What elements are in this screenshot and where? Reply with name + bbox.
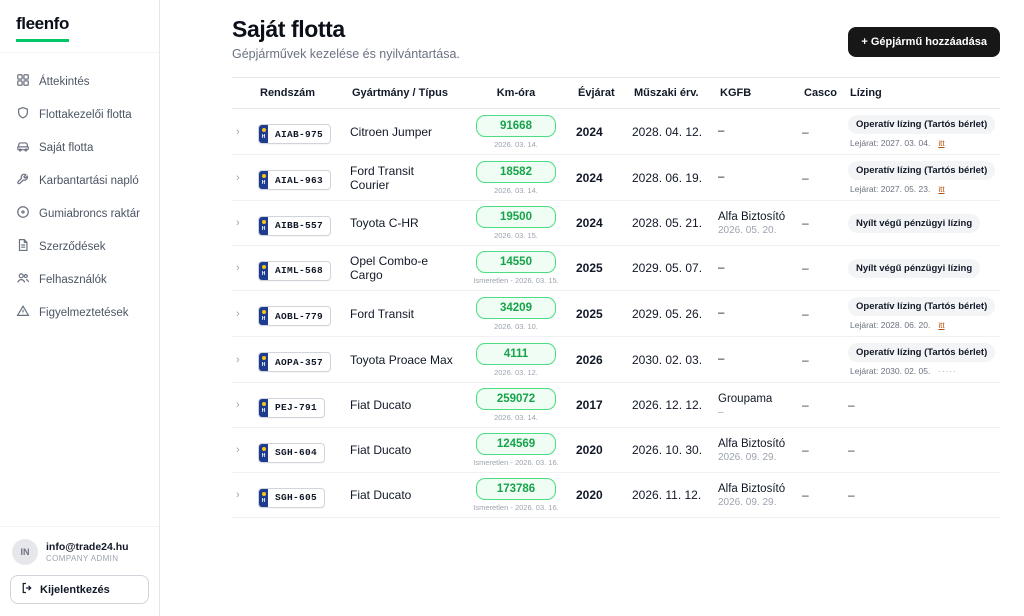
lizing-expiry: Lejárat: 2030. 02. 05. — [850, 366, 931, 376]
table-row[interactable] — [232, 246, 1000, 291]
col-kgfb: KGFB — [720, 87, 752, 99]
inspection-date: 2030. 02. 03. — [632, 352, 703, 367]
casco-value: – — [802, 443, 809, 457]
sidebar-item-label: Saját flotta — [39, 141, 94, 154]
lizing-cell — [848, 291, 1000, 336]
expand-chevron-icon[interactable]: › — [236, 217, 240, 229]
km-cell — [456, 201, 576, 245]
grid-icon — [16, 73, 30, 90]
plate-badge — [258, 306, 331, 326]
kgfb-cell — [718, 261, 802, 276]
km-date: 2026. 03. 14. — [494, 185, 538, 195]
kgfb-insurer: Groupama — [718, 393, 773, 406]
expand-chevron-icon[interactable]: › — [236, 307, 240, 320]
lizing-dash: – — [848, 443, 855, 457]
km-cell — [456, 338, 576, 382]
km-badge: 173786 — [476, 478, 556, 500]
user-email: info@trade24.hu — [46, 540, 129, 553]
kgfb-sub: 2026. 09. 29. — [718, 496, 777, 508]
km-badge: 34209 — [476, 297, 556, 319]
eu-plate-strip-icon: H — [259, 217, 268, 235]
lizing-subline — [848, 320, 945, 330]
plate-number: PEJ-791 — [275, 402, 318, 413]
eu-plate-strip-icon: H — [259, 171, 268, 189]
table-row[interactable] — [232, 291, 1000, 337]
kgfb-insurer: – — [718, 125, 725, 138]
page-header — [232, 16, 1000, 61]
kgfb-insurer: Alfa Biztosító — [718, 211, 786, 224]
kgfb-cell — [718, 352, 802, 367]
lizing-link[interactable]: itt — [938, 320, 945, 330]
wrench-icon — [16, 172, 30, 189]
lizing-link[interactable]: itt — [938, 184, 945, 194]
lizing-cell — [848, 253, 1000, 284]
km-badge: 4111 — [476, 343, 556, 365]
kgfb-cell — [718, 306, 802, 321]
km-badge: 124569 — [476, 433, 556, 455]
sidebar-nav — [0, 53, 159, 341]
km-date: 2026. 03. 12. — [494, 367, 538, 377]
eu-plate-strip-icon: H — [259, 307, 268, 325]
kgfb-cell — [718, 392, 802, 418]
sidebar-item-label: Szerződések — [39, 240, 106, 253]
plate-badge — [258, 488, 325, 508]
sidebar-item-label: Figyelmeztetések — [39, 306, 129, 319]
table-row[interactable] — [232, 109, 1000, 155]
table-row[interactable] — [232, 337, 1000, 383]
plate-badge — [258, 398, 325, 418]
km-cell — [456, 246, 576, 290]
expand-chevron-icon[interactable]: › — [236, 171, 240, 184]
casco-value: – — [802, 261, 809, 275]
app-logo: fleenfo — [16, 14, 69, 42]
lizing-info — [848, 253, 1000, 284]
col-lizing: Lízing — [850, 87, 882, 99]
casco-value: – — [802, 398, 809, 412]
vehicle-model: Opel Combo-e Cargo — [350, 254, 429, 282]
eu-plate-strip-icon: H — [259, 444, 268, 462]
lizing-dash: – — [848, 488, 855, 502]
add-vehicle-button[interactable]: + Gépjármű hozzáadása — [848, 27, 1000, 57]
col-kmora: Km-óra — [496, 87, 536, 99]
plate-badge — [258, 261, 331, 281]
km-date: 2026. 03. 14. — [494, 139, 538, 149]
sidebar-item-figyelmeztetesek[interactable] — [8, 298, 151, 327]
plate-badge — [258, 216, 331, 236]
eu-plate-strip-icon: H — [259, 125, 268, 143]
table-row[interactable] — [232, 383, 1000, 428]
vehicle-model: Fiat Ducato — [350, 443, 412, 457]
lizing-cell — [848, 337, 1000, 382]
kgfb-insurer: Alfa Biztosító — [718, 438, 786, 451]
lizing-info — [848, 155, 1000, 200]
km-cell — [456, 156, 576, 200]
col-spacer — [232, 84, 258, 102]
vehicle-model: Fiat Ducato — [350, 398, 412, 412]
inspection-date: 2026. 12. 12. — [632, 398, 703, 412]
sidebar-item-label: Áttekintés — [39, 75, 90, 88]
plate-badge — [258, 124, 331, 144]
tire-icon — [16, 205, 30, 222]
eu-plate-strip-icon: H — [259, 353, 268, 371]
users-icon — [16, 271, 30, 288]
kgfb-insurer: – — [718, 261, 725, 274]
plate-number: AIAL-963 — [275, 174, 324, 186]
sidebar-item-felhasznalok[interactable] — [8, 265, 151, 294]
plate-badge — [258, 170, 331, 190]
kgfb-insurer: – — [718, 353, 725, 366]
plate-number: AIBB-557 — [275, 220, 324, 231]
document-icon — [16, 238, 30, 255]
lizing-subline — [848, 184, 945, 194]
plate-number: SGH-604 — [275, 447, 318, 458]
casco-value: – — [802, 216, 809, 230]
vehicle-year: 2024 — [576, 170, 603, 185]
table-row[interactable] — [232, 428, 1000, 473]
lizing-info — [848, 337, 1000, 382]
sidebar-item-gumiabroncs-raktar[interactable] — [8, 199, 151, 228]
lizing-cell — [848, 155, 1000, 200]
plate-number: SGH-605 — [275, 492, 318, 503]
lizing-cell — [848, 443, 1000, 457]
sidebar-item-attekintes[interactable] — [8, 67, 151, 96]
km-date: 2026. 03. 15. — [494, 231, 538, 240]
lizing-link: ····· — [938, 366, 957, 376]
plate-number: AIAB-975 — [275, 128, 324, 140]
inspection-date: 2029. 05. 07. — [632, 261, 703, 275]
casco-value: – — [802, 352, 809, 367]
eu-plate-strip-icon: H — [259, 262, 268, 280]
user-row — [10, 539, 149, 575]
sidebar-item-label: Flottakezelői flotta — [39, 108, 132, 121]
lizing-expiry: Lejárat: 2027. 05. 23. — [850, 184, 931, 194]
user-role: COMPANY ADMIN — [46, 554, 119, 564]
vehicle-year: 2020 — [576, 488, 603, 502]
inspection-date: 2026. 10. 30. — [632, 443, 703, 457]
kgfb-cell — [718, 482, 802, 508]
sidebar-item-label: Karbantartási napló — [39, 174, 139, 187]
inspection-date: 2028. 05. 21. — [632, 216, 703, 230]
kgfb-sub: 2026. 09. 29. — [718, 451, 777, 463]
vehicle-year: 2025 — [576, 306, 603, 321]
sidebar-item-label: Felhasználók — [39, 273, 107, 286]
expand-chevron-icon[interactable]: › — [236, 489, 240, 501]
vehicle-year: 2025 — [576, 261, 603, 275]
lizing-badge: Nyílt végű pénzügyi lízing — [848, 259, 980, 278]
page-subtitle: Gépjárművek kezelése és nyilvántartása. — [232, 47, 460, 61]
km-badge: 19500 — [476, 206, 556, 228]
vehicle-model: Citroen Jumper — [350, 124, 433, 139]
col-casco: Casco — [804, 87, 838, 99]
table-header-row — [232, 77, 1000, 109]
lizing-dash: – — [848, 398, 855, 412]
vehicle-model: Ford Transit — [350, 306, 415, 321]
lizing-expiry: Lejárat: 2027. 03. 04. — [850, 138, 931, 148]
sidebar-item-karbantartasi-naplo[interactable] — [8, 166, 151, 195]
km-badge: 14550 — [476, 251, 556, 273]
fleet-table — [232, 77, 1000, 518]
inspection-date: 2026. 11. 12. — [632, 488, 702, 502]
col-rendszam: Rendszám — [260, 87, 316, 99]
lizing-info — [848, 208, 1000, 239]
lizing-cell — [848, 488, 1000, 502]
sidebar-header — [0, 0, 159, 53]
lizing-badge: Operatív lízing (Tartós bérlet) — [848, 297, 995, 316]
sidebar — [0, 0, 160, 616]
km-date: Ismeretlen - 2026. 03. 15. — [473, 276, 559, 285]
sidebar-footer — [0, 526, 159, 616]
casco-value: – — [802, 306, 809, 321]
vehicle-model: Ford Transit Courier — [350, 163, 415, 192]
kgfb-cell — [718, 210, 802, 236]
eu-plate-strip-icon: H — [259, 399, 268, 417]
plate-badge — [258, 352, 331, 372]
expand-chevron-icon[interactable]: › — [236, 262, 240, 274]
kgfb-insurer: – — [718, 307, 725, 320]
casco-value: – — [802, 170, 809, 185]
inspection-date: 2028. 04. 12. — [632, 124, 703, 139]
col-gyartmany: Gyártmány / Típus — [352, 87, 448, 99]
logout-icon — [21, 582, 33, 597]
kgfb-sub: 2026. 05. 20. — [718, 224, 777, 236]
vehicle-year: 2024 — [576, 216, 603, 230]
lizing-info — [848, 291, 1000, 336]
col-muszaki: Műszaki érv. — [634, 87, 699, 99]
vehicle-year: 2020 — [576, 443, 603, 457]
eu-plate-strip-icon: H — [259, 489, 268, 507]
table-row[interactable] — [232, 201, 1000, 246]
sidebar-item-flottakezeloi-flotta[interactable] — [8, 100, 151, 129]
km-badge: 91668 — [476, 115, 556, 137]
table-body — [232, 109, 1000, 518]
km-badge: 18582 — [476, 161, 556, 183]
main-content — [160, 0, 1024, 616]
lizing-cell — [848, 208, 1000, 239]
sidebar-item-szerzodesek[interactable] — [8, 232, 151, 261]
warning-icon — [16, 304, 30, 321]
km-date: 2026. 03. 10. — [494, 321, 538, 331]
kgfb-insurer: – — [718, 171, 725, 184]
km-cell — [456, 428, 576, 472]
page-title: Saját flotta — [232, 16, 345, 42]
lizing-badge: Operatív lízing (Tartós bérlet) — [848, 343, 995, 362]
km-cell — [456, 473, 576, 517]
lizing-badge: Nyílt végű pénzügyi lízing — [848, 214, 980, 233]
logout-button[interactable] — [10, 575, 149, 604]
sidebar-item-label: Gumiabroncs raktár — [39, 207, 140, 220]
vehicle-year: 2017 — [576, 398, 603, 412]
plate-number: AOPA-357 — [275, 356, 324, 368]
km-date: Ismeretlen - 2026. 03. 16. — [473, 458, 559, 467]
kgfb-sub: – — [718, 406, 724, 418]
vehicle-year: 2026 — [576, 352, 603, 367]
lizing-badge: Operatív lízing (Tartós bérlet) — [848, 161, 995, 180]
vehicle-model: Toyota Proace Max — [350, 352, 453, 367]
casco-value: – — [802, 488, 809, 502]
lizing-badge: Operatív lízing (Tartós bérlet) — [848, 115, 995, 134]
casco-value: – — [802, 124, 809, 139]
avatar: IN — [12, 539, 38, 565]
vehicle-model: Fiat Ducato — [350, 488, 412, 502]
expand-chevron-icon[interactable]: › — [236, 353, 240, 366]
table-row[interactable] — [232, 473, 1000, 518]
km-date: Ismeretlen - 2026. 03. 16. — [473, 503, 559, 512]
lizing-subline — [848, 138, 945, 148]
kgfb-cell — [718, 437, 802, 463]
km-badge: 259072 — [476, 388, 556, 410]
lizing-expiry: Lejárat: 2028. 06. 20. — [850, 320, 931, 330]
logout-label: Kijelentkezés — [40, 583, 110, 596]
lizing-link[interactable]: itt — [938, 138, 945, 148]
vehicle-year: 2024 — [576, 124, 603, 139]
expand-chevron-icon[interactable]: › — [236, 444, 240, 456]
col-evjarat: Évjárat — [578, 87, 615, 99]
expand-chevron-icon[interactable]: › — [236, 399, 240, 411]
inspection-date: 2028. 06. 19. — [632, 170, 703, 185]
table-row[interactable] — [232, 155, 1000, 201]
expand-chevron-icon[interactable]: › — [236, 125, 240, 138]
car-icon — [16, 139, 30, 156]
kgfb-cell — [718, 170, 802, 185]
sidebar-item-sajat-flotta[interactable] — [8, 133, 151, 162]
km-cell — [456, 292, 576, 336]
vehicle-model: Toyota C-HR — [350, 216, 419, 230]
kgfb-insurer: Alfa Biztosító — [718, 483, 786, 496]
shield-icon — [16, 106, 30, 123]
lizing-info — [848, 109, 1000, 154]
kgfb-cell — [718, 124, 802, 139]
km-date: 2026. 03. 14. — [494, 413, 538, 422]
plate-number: AIML-568 — [275, 265, 324, 276]
lizing-cell — [848, 109, 1000, 154]
km-cell — [456, 110, 576, 154]
plate-badge — [258, 443, 325, 463]
lizing-subline — [848, 366, 957, 376]
plate-number: AOBL-779 — [275, 310, 324, 322]
lizing-cell — [848, 398, 1000, 412]
km-cell — [456, 383, 576, 427]
inspection-date: 2029. 05. 26. — [632, 306, 703, 321]
